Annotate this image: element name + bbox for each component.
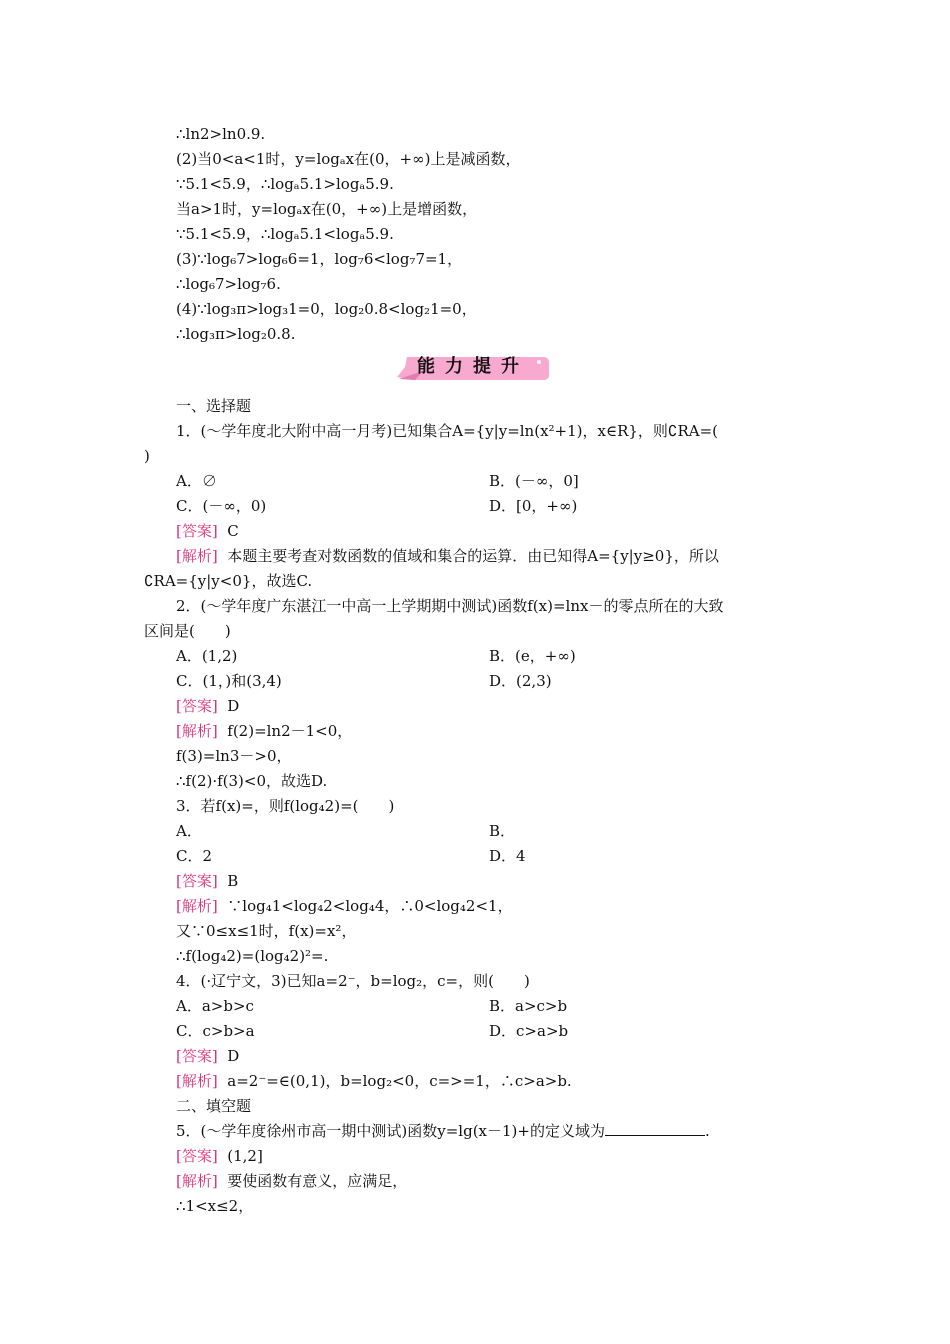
analysis-tag: [解析] [176,1172,218,1190]
analysis-line [176,546,719,566]
text-line: ∴ln2>ln0.9. [176,125,266,143]
analysis-tag: [解析] [176,897,218,915]
option-c: C．(1，)和(3,4) [176,672,282,690]
answer-value: D [227,697,240,715]
answer-tag: [答案] [176,697,218,715]
option-d: D．[0，+∞) [489,497,578,515]
analysis-cont: ∴f(2)·f(3)<0，故选D. [176,772,328,790]
option-d: D．4 [489,847,526,865]
text-line: (4)∵log₃π>log₃1=0，log₂0.8<log₂1=0， [176,300,477,318]
text-line: ∴log₃π>log₂0.8. [176,325,296,343]
analysis-cont: ∴f(log₄2)=(log₄2)²=. [176,947,329,965]
answer-line [176,521,239,541]
analysis-line [176,721,352,741]
text-line: ∵5.1<5.9，∴logₐ5.1>logₐ5.9. [176,175,394,193]
question-1-stem: 1．(～学年度北大附中高一月考)已知集合A={y|y=ln(x²+1)，x∈R}，则∁RA=( [176,422,719,440]
question-3-stem: 3．若f(x)=，则f(log₄2)=( ) [176,797,395,815]
option-c: C．c>b>a [176,1022,255,1040]
analysis-text: 要使函数有意义，应满足， [227,1172,408,1190]
option-b: B．(－∞，0] [489,472,579,490]
answer-tag: [答案] [176,522,218,540]
answer-blank [605,1121,705,1136]
analysis-text: a=2⁻=∈(0,1)，b=log₂<0，c=>=1，∴c>a>b. [227,1072,572,1090]
answer-tag: [答案] [176,872,218,890]
analysis-cont: 又∵0≤x≤1时，f(x)=x²， [176,922,357,940]
analysis-line [176,1071,572,1091]
question-4-stem: 4．(·辽宁文，3)已知a=2⁻，b=log₂，c=，则( ) [176,972,530,990]
answer-value: (1,2] [227,1147,263,1165]
answer-value: B [227,872,239,890]
answer-line [176,871,238,891]
answer-value: D [227,1047,240,1065]
analysis-tag: [解析] [176,722,218,740]
answer-tag: [答案] [176,1047,218,1065]
question-2-stem-cont: 区间是( ) [144,622,231,640]
analysis-line [176,896,513,916]
option-b: B． [489,822,516,840]
question-5-line [176,1121,710,1141]
question-5-end: . [704,1122,710,1140]
analysis-text: 本题主要考查对数函数的值域和集合的运算．由已知得A={y|y≥0}，所以 [227,547,719,565]
question-2-stem: 2．(～学年度广东湛江一中高一上学期期中测试)函数f(x)=lnx－的零点所在的大致 [176,597,724,615]
analysis-tag: [解析] [176,1072,218,1090]
text-line: ∴log₆7>log₇6. [176,275,281,293]
option-c: C．2 [176,847,213,865]
option-b: B．a>c>b [489,997,568,1015]
answer-line [176,1146,263,1166]
answer-value: C [227,522,239,540]
answer-line [176,696,239,716]
banner-title: 能力提升 [417,356,529,377]
option-a: A．∅ [176,472,217,490]
analysis-cont: ∴1<x≤2， [176,1197,254,1215]
answer-line [176,1046,239,1066]
analysis-cont: ∁RA={y|y<0}，故选C. [144,572,313,590]
analysis-text: ∵log₄1<log₄2<log₄4，∴0<log₄2<1， [227,897,513,915]
answer-tag: [答案] [176,1147,218,1165]
option-a: A．a>b>c [176,997,254,1015]
section-banner [393,353,553,383]
section-heading: 二、填空题 [176,1097,252,1115]
question-1-stem-cont: ) [144,447,150,465]
option-a: A． [176,822,202,840]
analysis-cont: f(3)=ln3－>0， [176,747,292,765]
option-c: C．(－∞，0) [176,497,267,515]
question-5-stem: 5．(～学年度徐州市高一期中测试)函数y=lg(x－1)+的定义域为 [176,1122,605,1140]
option-d: D．c>a>b [489,1022,569,1040]
text-line: (3)∵log₆7>log₆6=1，log₇6<log₇7=1， [176,250,463,268]
text-line: ∵5.1<5.9，∴logₐ5.1<logₐ5.9. [176,225,394,243]
analysis-text: f(2)=ln2－1<0， [227,722,353,740]
option-a: A．(1,2) [176,647,238,665]
analysis-tag: [解析] [176,547,218,565]
text-line: 当a>1时，y=logₐx在(0，+∞)上是增函数， [176,200,478,218]
option-d: D．(2,3) [489,672,552,690]
option-b: B．(e，+∞) [489,647,576,665]
analysis-line [176,1171,407,1191]
text-line: (2)当0<a<1时，y=logₐx在(0，+∞)上是减函数， [176,150,521,168]
section-heading: 一、选择题 [176,397,252,415]
